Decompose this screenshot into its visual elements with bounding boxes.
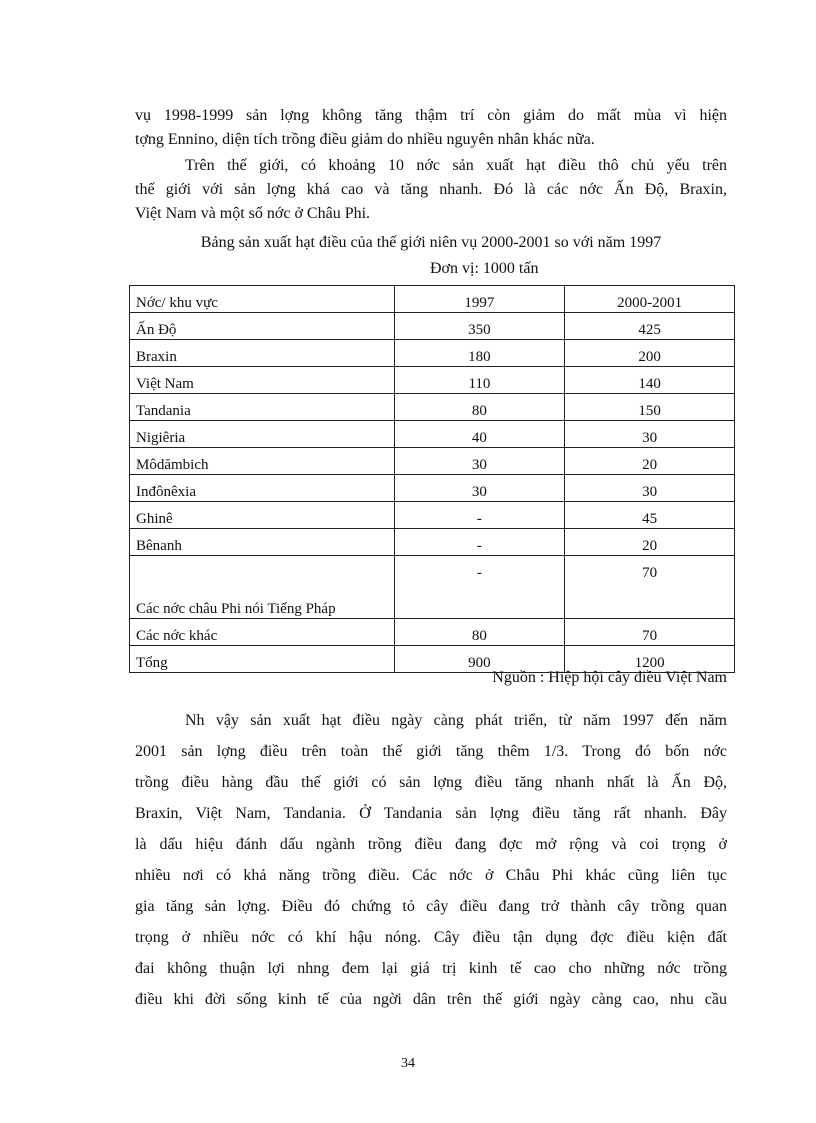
row-1997: 80 — [394, 619, 565, 646]
header-2000-2001: 2000-2001 — [565, 286, 735, 313]
text-line: điều khi đời sống kinh tế của ngời dân trên thế giới ngày càng cao, nhu cầu — [135, 991, 727, 1008]
row-1997: 80 — [394, 394, 565, 421]
header-1997: 1997 — [394, 286, 565, 313]
row-country: Ấn Độ — [130, 313, 395, 340]
row-country: Inđônêxia — [130, 475, 395, 502]
row-2000-2001: 150 — [565, 394, 735, 421]
text-line: tợng Ennino, diện tích trồng điều giảm do nhiều nguyên nhân khác nữa. — [135, 131, 595, 148]
table-row — [130, 367, 735, 394]
text-line: Braxin, Việt Nam, Tandania. Ở Tandania sản lợng điều tăng rất nhanh. Đây — [135, 805, 727, 822]
row-1997: 180 — [394, 340, 565, 367]
row-2000-2001: 1200 — [565, 646, 735, 673]
text-line: trọng ở nhiều nớc có khí hậu nóng. Cây điều tận dụng đợc điều kiện đất — [135, 929, 727, 946]
row-country: Tandania — [130, 394, 395, 421]
row-1997: 40 — [394, 421, 565, 448]
row-2000-2001: 30 — [565, 475, 735, 502]
table-row — [130, 475, 735, 502]
header-country: Nớc/ khu vực — [130, 286, 395, 313]
text-line: Việt Nam và một số nớc ở Châu Phi. — [135, 205, 371, 222]
row-country: Bênanh — [130, 529, 395, 556]
page-number: 34 — [401, 1056, 415, 1071]
row-2000-2001: 140 — [565, 367, 735, 394]
row-2000-2001: 20 — [565, 448, 735, 475]
text-line: đai không thuận lợi nhng đem lại giá trị kinh tế cao cho những nớc trồng — [135, 960, 727, 977]
row-1997: - — [394, 502, 565, 529]
text-line: trồng điều hàng đầu thế giới có sản lợng điều tăng nhanh nhất là Ấn Độ, — [135, 774, 727, 791]
row-1997: 110 — [394, 367, 565, 394]
paragraph-2 — [135, 154, 727, 226]
table-row — [130, 502, 735, 529]
row-1997: 900 — [394, 646, 565, 673]
table-row — [130, 421, 735, 448]
table-unit: Đơn vị: 1000 tấn — [430, 260, 539, 277]
table-header-row — [130, 286, 735, 313]
row-country: Tổng — [130, 646, 395, 673]
text-line: thế giới với sản lợng khá cao và tăng nhanh. Đó là các nớc Ấn Độ, Braxin, — [135, 181, 727, 198]
row-1997: 30 — [394, 448, 565, 475]
row-country: Braxin — [130, 340, 395, 367]
table-caption: Bảng sản xuất hạt điều của thế giới niên vụ 2000-2001 so với năm 1997 — [200, 234, 662, 251]
paragraph-1 — [135, 104, 727, 152]
text-line: Nh vậy sản xuất hạt điều ngày càng phát triển, từ năm 1997 đến năm — [185, 712, 727, 729]
table-row — [130, 394, 735, 421]
row-2000-2001: 45 — [565, 502, 735, 529]
text-line: nhiều nơi có khả năng trồng điều. Các nớc ở Châu Phi khác cũng liên tục — [135, 867, 727, 884]
row-country: Ghinê — [130, 502, 395, 529]
row-2000-2001: 70 — [565, 619, 735, 646]
row-1997: - — [394, 529, 565, 556]
text-line: Trên thế giới, có khoảng 10 nớc sản xuất hạt điều thô chủ yếu trên — [185, 157, 727, 174]
text-line: gia tăng sản lợng. Điều đó chứng tỏ cây điều đang trở thành cây trồng quan — [135, 898, 727, 915]
row-1997: - — [394, 556, 565, 619]
table-row — [130, 556, 735, 619]
table-row — [130, 313, 735, 340]
text-line: 2001 sản lợng điều trên toàn thế giới tăng thêm 1/3. Trong đó bốn nớc — [135, 743, 727, 760]
table-row — [130, 340, 735, 367]
row-2000-2001: 20 — [565, 529, 735, 556]
row-2000-2001: 70 — [565, 556, 735, 619]
text-line: vụ 1998-1999 sản lợng không tăng thậm trí còn giảm do mất mùa vì hiện — [135, 107, 727, 124]
row-2000-2001: 200 — [565, 340, 735, 367]
row-country: Nigiêria — [130, 421, 395, 448]
table-row — [130, 448, 735, 475]
table-row — [130, 529, 735, 556]
production-table — [129, 285, 735, 673]
table-source: Nguồn : Hiệp hội cây điều Việt Nam — [492, 669, 727, 686]
row-country: Việt Nam — [130, 367, 395, 394]
table-row — [130, 619, 735, 646]
row-2000-2001: 425 — [565, 313, 735, 340]
row-country: Các nớc châu Phi nói Tiếng Pháp — [130, 556, 395, 619]
row-1997: 350 — [394, 313, 565, 340]
row-2000-2001: 30 — [565, 421, 735, 448]
row-1997: 30 — [394, 475, 565, 502]
row-country: Các nớc khác — [130, 619, 395, 646]
text-line: là dấu hiệu đánh dấu ngành trồng điều đang đợc mở rộng và coi trọng ở — [135, 836, 727, 853]
row-country: Môdămbich — [130, 448, 395, 475]
paragraph-3 — [135, 705, 727, 1015]
